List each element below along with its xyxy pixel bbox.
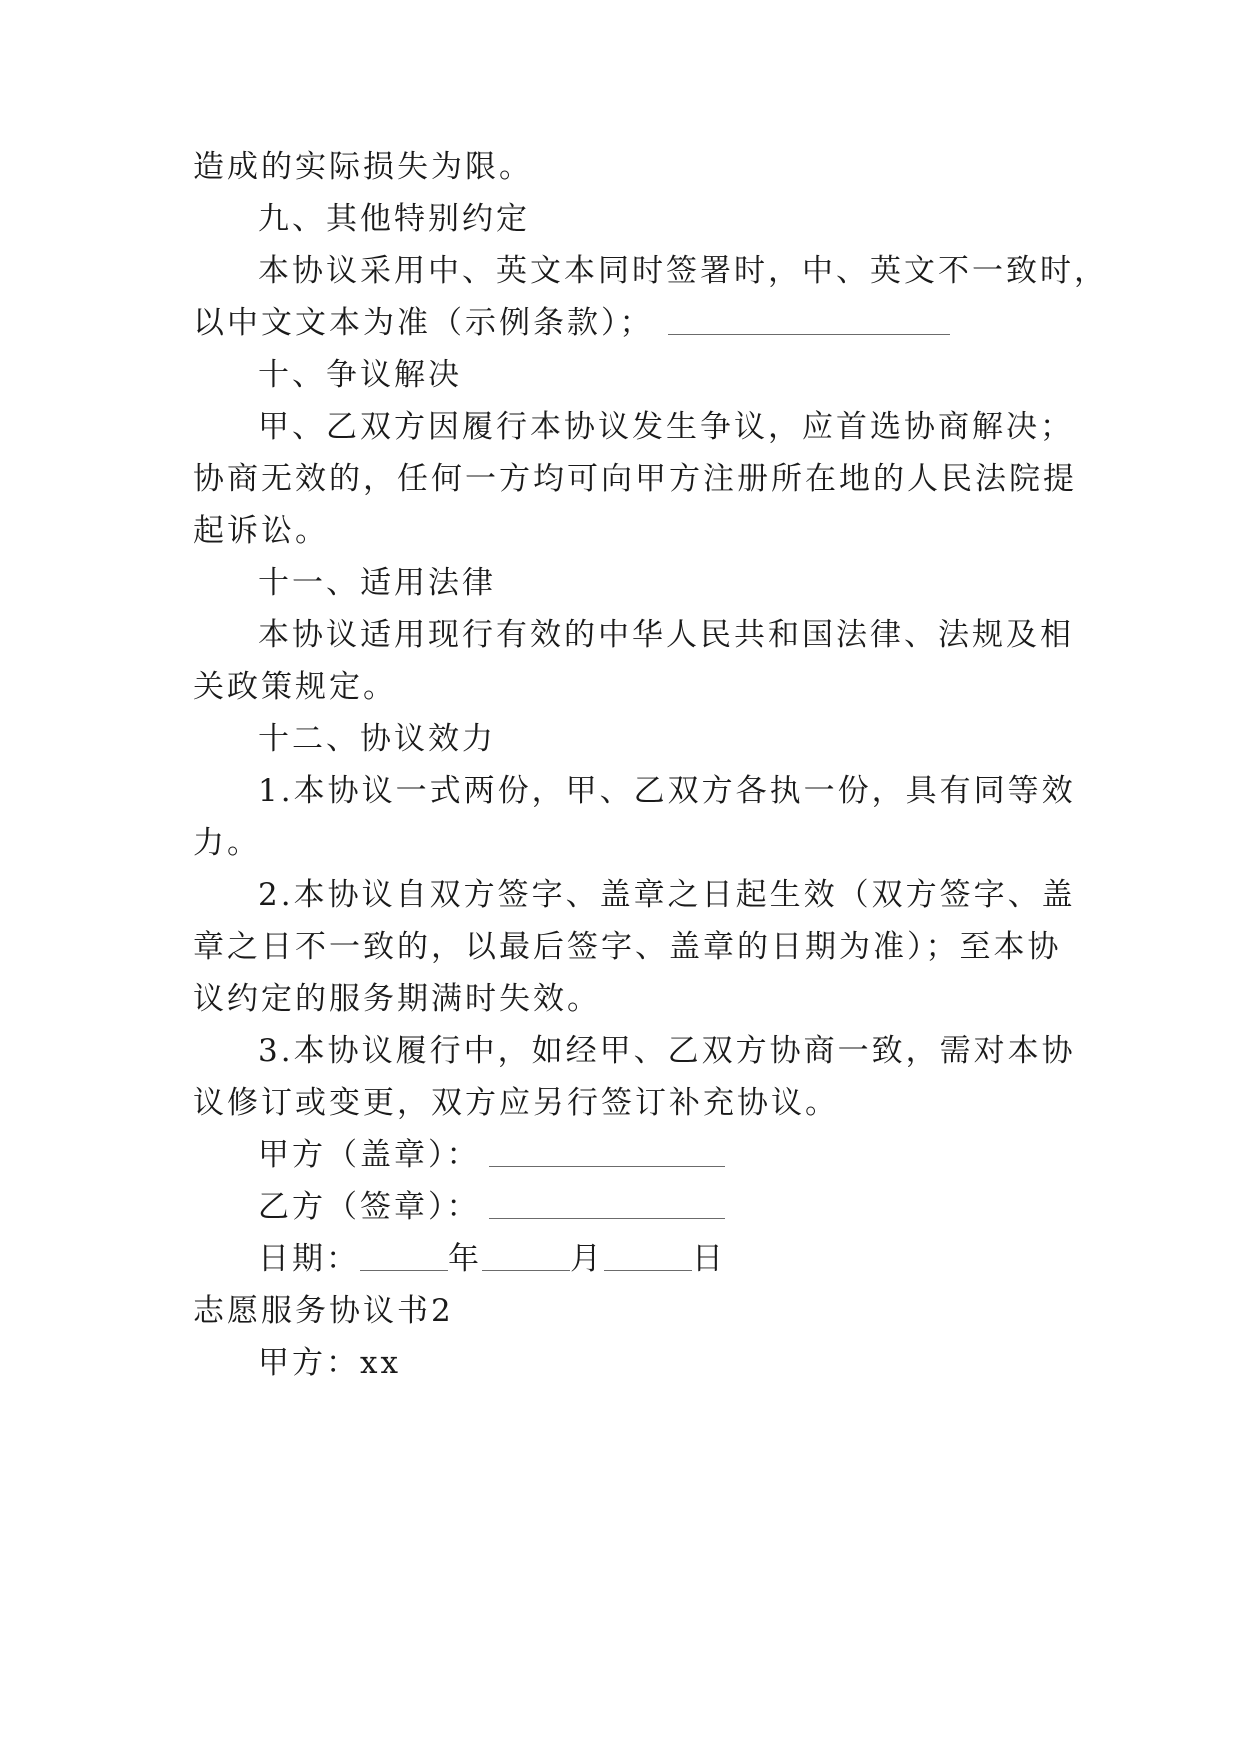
section-heading-9: 九、其他特别约定 <box>258 201 530 237</box>
text-line: 协商无效的，任何一方均可向甲方注册所在地的人民法院提 <box>193 461 1077 497</box>
text-line: 3.本协议履行中，如经甲、乙双方协商一致，需对本协 <box>258 1033 1076 1069</box>
text-line: 议修订或变更，双方应另行签订补充协议。 <box>193 1085 839 1121</box>
document-title: 志愿服务协议书2 <box>193 1293 454 1329</box>
text-line <box>193 303 950 343</box>
text-line: 关政策规定。 <box>193 669 397 705</box>
text-line: 章之日不一致的，以最后签字、盖章的日期为准）；至本协 <box>193 929 1062 965</box>
text-line: 造成的实际损失为限。 <box>193 149 533 185</box>
date-line <box>258 1239 726 1279</box>
text-line: 力。 <box>193 825 261 861</box>
day-label: 日 <box>692 1241 726 1277</box>
fill-blank <box>668 306 950 335</box>
text-segment: 以中文文本为准（示例条款）； <box>193 305 654 341</box>
party-a-label: 甲方（盖章）： <box>258 1137 481 1173</box>
fill-blank <box>482 1242 570 1271</box>
date-label: 日期： <box>258 1241 360 1277</box>
section-heading-10: 十、争议解决 <box>258 357 462 393</box>
text-line: 甲方：xx <box>258 1345 401 1381</box>
text-line: 甲、乙双方因履行本协议发生争议，应首选协商解决； <box>258 409 1074 445</box>
year-label: 年 <box>448 1241 482 1277</box>
signature-line-party-a <box>258 1135 725 1175</box>
text-line: 1.本协议一式两份，甲、乙双方各执一份，具有同等效 <box>258 773 1076 809</box>
text-line: 本协议适用现行有效的中华人民共和国法律、法规及相 <box>258 617 1074 653</box>
fill-blank <box>489 1190 725 1219</box>
signature-line-party-b <box>258 1187 725 1227</box>
text-line: 2.本协议自双方签字、盖章之日起生效（双方签字、盖 <box>258 877 1076 913</box>
fill-blank <box>489 1138 725 1167</box>
text-line: 本协议采用中、英文本同时签署时，中、英文不一致时， <box>258 253 1108 289</box>
fill-blank <box>360 1242 448 1271</box>
month-label: 月 <box>570 1241 604 1277</box>
fill-blank <box>604 1242 692 1271</box>
section-heading-11: 十一、适用法律 <box>258 565 496 601</box>
text-line: 议约定的服务期满时失效。 <box>193 981 601 1017</box>
text-line: 起诉讼。 <box>193 513 329 549</box>
section-heading-12: 十二、协议效力 <box>258 721 496 757</box>
party-b-label: 乙方（签章）： <box>258 1189 481 1225</box>
